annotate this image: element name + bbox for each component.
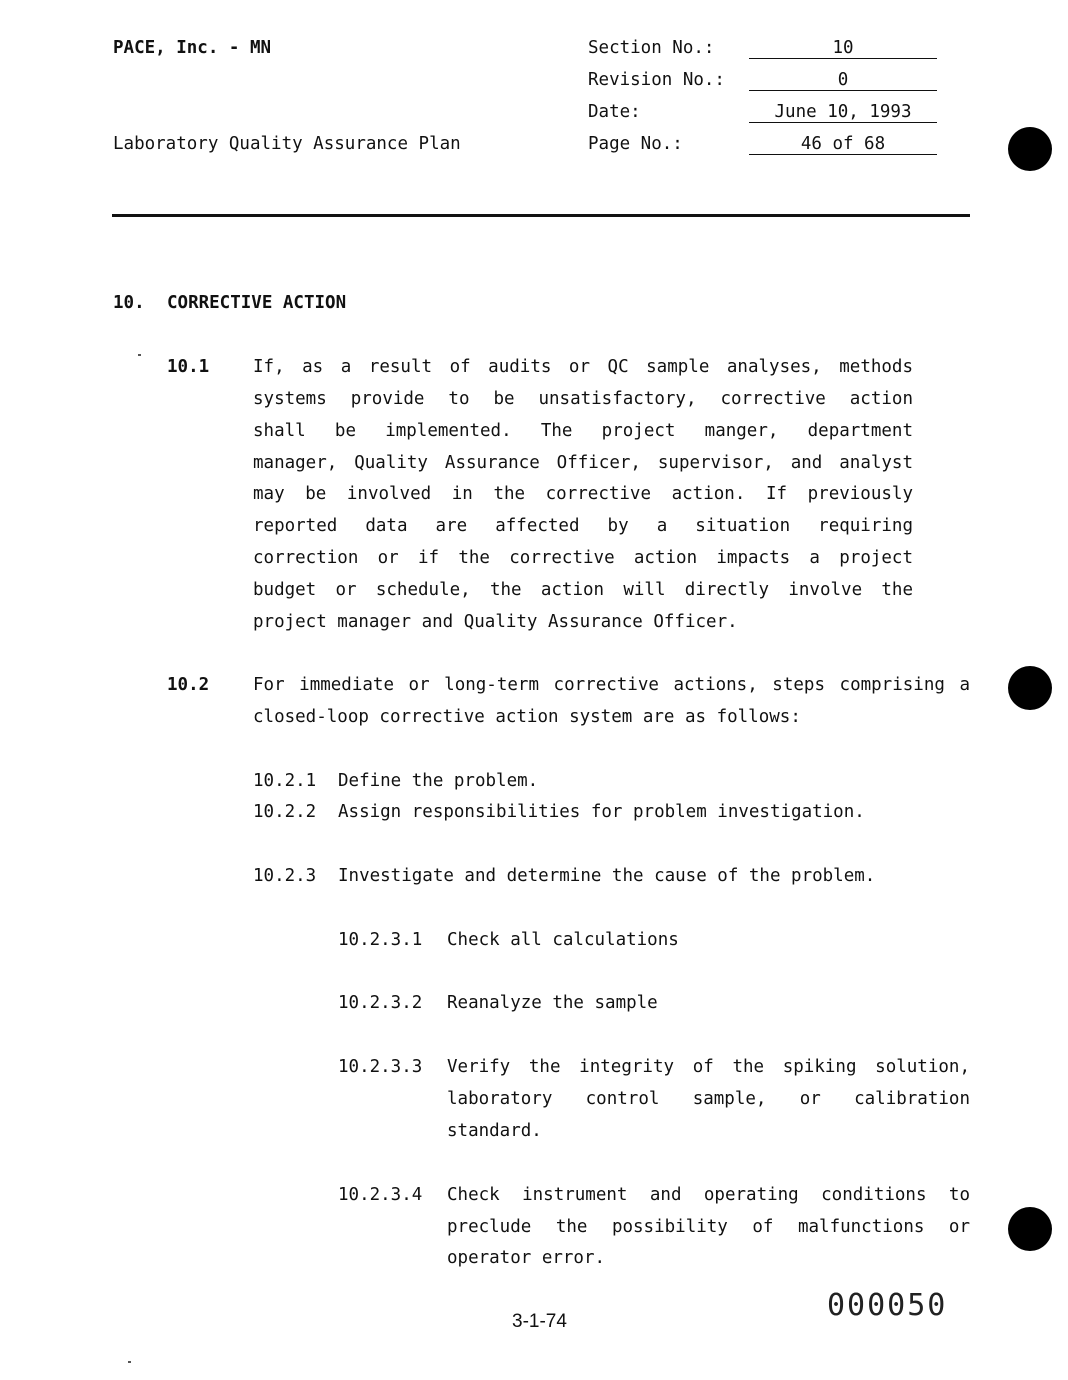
step-text: Investigate and determine the cause of the problem. [338, 866, 876, 886]
page-value: 46 of 68 [749, 134, 937, 155]
step-text: Assign responsibilities for problem investigation. [338, 802, 865, 822]
para-10-1-line: shall be implemented. The project manger, department [253, 421, 913, 441]
para-10-1-line: may be involved in the corrective action. If previously [253, 484, 913, 504]
substep-number: 10.2.3.4 [338, 1185, 423, 1205]
para-10-2-line: closed-loop corrective action system are as follows: [253, 707, 801, 727]
para-10-1-line: project manager and Quality Assurance Officer. [253, 612, 738, 632]
punch-hole-middle [1008, 666, 1052, 710]
step-number: 10.2.2 [253, 802, 317, 822]
substep-text: Reanalyze the sample [447, 993, 658, 1013]
section-value: 10 [749, 38, 937, 59]
plan-title: Laboratory Quality Assurance Plan [113, 134, 461, 154]
section-title: CORRECTIVE ACTION [167, 293, 347, 313]
page-label: Page No.: [588, 134, 683, 154]
company-name: PACE, Inc. - MN [113, 38, 272, 58]
substep-number: 10.2.3.3 [338, 1057, 423, 1077]
substep-text: Check all calculations [447, 930, 679, 950]
section-label: Section No.: [588, 38, 715, 58]
punch-hole-bottom [1008, 1207, 1052, 1251]
substep-text: Check instrument and operating conditions to [447, 1185, 970, 1205]
scan-speck [138, 354, 141, 356]
bates-number: 000050 [827, 1288, 948, 1323]
revision-label: Revision No.: [588, 70, 725, 90]
punch-hole-top [1008, 127, 1052, 171]
section-number: 10. [113, 293, 145, 313]
substep-text: standard. [447, 1121, 542, 1141]
para-10-1-line: manager, Quality Assurance Officer, supervisor, and analyst [253, 453, 913, 473]
date-value: June 10, 1993 [749, 102, 937, 123]
substep-text: laboratory control sample, or calibration [447, 1089, 970, 1109]
para-10-1-number: 10.1 [167, 357, 210, 377]
para-10-2-line: For immediate or long-term corrective actions, steps comprising a [253, 675, 970, 695]
para-10-1-line: If, as a result of audits or QC sample analyses, methods [253, 357, 913, 377]
step-text: Define the problem. [338, 771, 539, 791]
revision-value: 0 [749, 70, 937, 91]
substep-number: 10.2.3.1 [338, 930, 423, 950]
substep-text: preclude the possibility of malfunctions or [447, 1217, 970, 1237]
para-10-1-line: reported data are affected by a situation requiring [253, 516, 913, 536]
para-10-1-line: correction or if the corrective action impacts a project [253, 548, 913, 568]
para-10-1-line: systems provide to be unsatisfactory, corrective action [253, 389, 913, 409]
step-number: 10.2.3 [253, 866, 317, 886]
substep-text: operator error. [447, 1248, 606, 1268]
page-code: 3-1-74 [512, 1311, 567, 1332]
header-rule [112, 214, 970, 217]
date-label: Date: [588, 102, 641, 122]
para-10-2-number: 10.2 [167, 675, 210, 695]
substep-text: Verify the integrity of the spiking solution, [447, 1057, 970, 1077]
step-number: 10.2.1 [253, 771, 317, 791]
substep-number: 10.2.3.2 [338, 993, 423, 1013]
scan-speck [128, 1361, 131, 1363]
para-10-1-line: budget or schedule, the action will directly involve the [253, 580, 913, 600]
